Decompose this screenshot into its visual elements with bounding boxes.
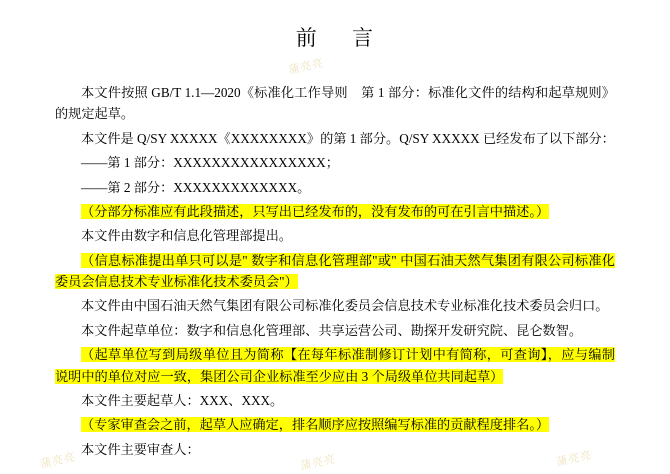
page-title xyxy=(0,22,670,52)
paragraph: ——第 1 部分：XXXXXXXXXXXXXXXX； xyxy=(81,155,339,171)
watermark: 蒲亮亮 xyxy=(555,449,594,469)
paragraph: ——第 2 部分：XXXXXXXXXXXXX。 xyxy=(81,179,311,195)
paragraph: 本文件由数字和信息化管理部提出。 xyxy=(81,228,292,244)
paragraph: 本文件是 Q/SY XXXXX《XXXXXXXX》的第 1 部分。Q/SY XXXXX 已经发布了以下部分： xyxy=(81,130,615,146)
paragraph: 本文件由中国石油天然气集团有限公司标准化委员会信息技术专业标准化技术委员会归口。 xyxy=(81,298,609,314)
paragraph: 本文件按照 GB/T 1.1—2020《标准化工作导则 第 1 部分：标准化文件的结构和起草规则》的规定起草。 xyxy=(55,85,615,122)
paragraph: 本文件主要起草人：XXX、XXX。 xyxy=(81,392,284,408)
watermark: 蒲亮亮 xyxy=(287,57,326,77)
page-title-char-2: 言 xyxy=(352,26,375,50)
document-page xyxy=(0,22,670,472)
highlight-note: （分部分标准应有此段描述，只写出已经发布的，没有发布的可在引言中描述。） xyxy=(81,203,550,219)
highlight-note: （起草单位写到局级单位且为简称【在每年标准制修订计划中有简称，可查询】，应与编制说明中的单位对应一致，集团公司企业标准至少应由 3 个局级单位共同起草） xyxy=(55,347,615,384)
watermark: 蒲亮亮 xyxy=(39,451,78,471)
highlight-note: （专家审查会之前，起草人应确定，排名顺序应按照编写标准的贡献程度排名。） xyxy=(81,417,550,433)
document-body xyxy=(0,82,670,460)
highlight-note: （信息标准提出单只可以是" 数字和信息化管理部"或" 中国石油天然气集团有限公司标准化委员会信息技术专业标准化技术委员会"） xyxy=(55,252,615,289)
page-title-char-1: 前 xyxy=(295,26,318,50)
watermark: 蒲亮亮 xyxy=(299,453,338,473)
paragraph-highlighted xyxy=(55,250,615,293)
paragraph: 本文件起草单位：数字和信息化管理部、共享运营公司、勘探开发研究院、昆仑数智。 xyxy=(81,322,583,338)
paragraph-highlighted xyxy=(55,414,615,435)
paragraph-highlighted xyxy=(55,344,615,387)
paragraph-highlighted xyxy=(55,201,615,222)
paragraph: 本文件主要审查人： xyxy=(81,441,200,457)
